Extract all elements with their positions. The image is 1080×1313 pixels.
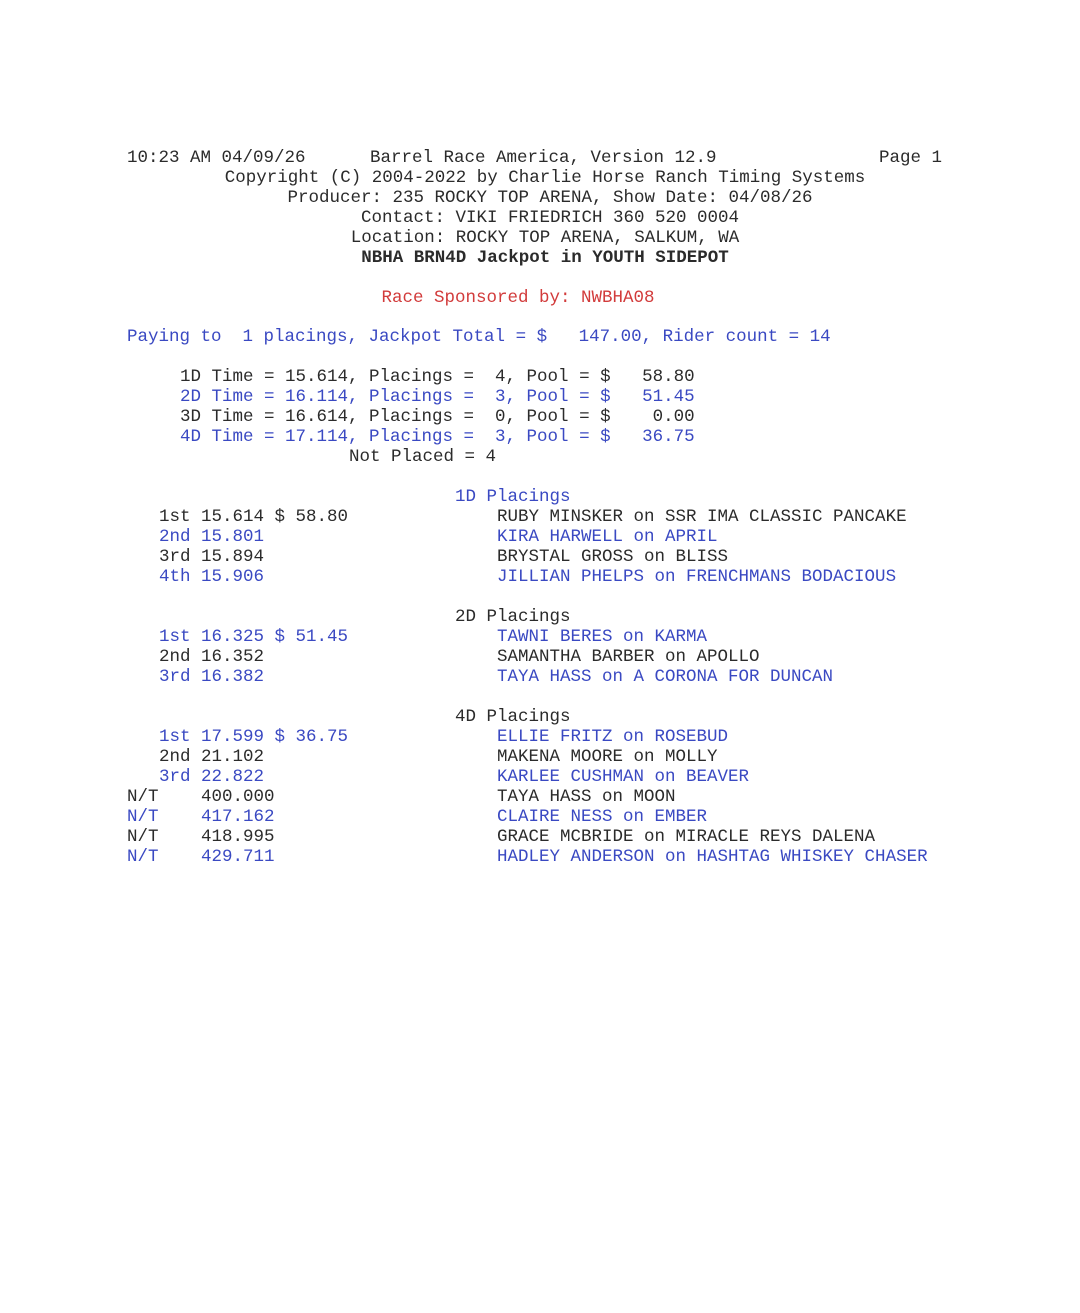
jackpot-summary: Paying to 1 placings, Jackpot Total = $ 147.00, Rider count = 14 [127, 327, 831, 347]
contact-line: Contact: VIKI FRIEDRICH 360 520 0004 [360, 208, 740, 228]
placing-time: 1st 16.325 $ 51.45 [159, 627, 349, 647]
program-version: Barrel Race America, Version 12.9 [370, 148, 717, 168]
no-time-label: N/T [127, 827, 159, 847]
placing-time: 3rd 22.822 [159, 767, 265, 787]
placing-time: 1st 17.599 $ 36.75 [159, 727, 349, 747]
placing-time: 3rd 15.894 [159, 547, 265, 567]
placing-time: 2nd 21.102 [159, 747, 265, 767]
event-title: NBHA BRN4D Jackpot in YOUTH SIDEPOT [361, 248, 729, 268]
page-number: Page 1 [879, 148, 943, 168]
placing-rider: SAMANTHA BARBER on APOLLO [497, 647, 760, 667]
no-time-label: N/T [127, 847, 159, 867]
placing-rider: MAKENA MOORE on MOLLY [497, 747, 718, 767]
producer-line: Producer: 235 ROCKY TOP ARENA, Show Date: 04/08/26 [287, 188, 813, 208]
placing-rider: TAWNI BERES on KARMA [497, 627, 708, 647]
no-time-value: 418.995 [201, 827, 275, 847]
no-time-rider: TAYA HASS on MOON [497, 787, 676, 807]
report-timestamp: 10:23 AM 04/09/26 [127, 148, 306, 168]
division-line: 3D Time = 16.614, Placings = 0, Pool = $ 0.00 [180, 407, 695, 427]
placing-rider: KARLEE CUSHMAN on BEAVER [497, 767, 750, 787]
section-title-1d: 1D Placings [455, 487, 571, 507]
no-time-label: N/T [127, 787, 159, 807]
placing-rider: JILLIAN PHELPS on FRENCHMANS BODACIOUS [497, 567, 897, 587]
placing-time: 2nd 16.352 [159, 647, 265, 667]
placing-rider: RUBY MINSKER on SSR IMA CLASSIC PANCAKE [497, 507, 907, 527]
placing-time: 1st 15.614 $ 58.80 [159, 507, 349, 527]
location-line: Location: ROCKY TOP ARENA, SALKUM, WA [350, 228, 740, 248]
section-title-2d: 2D Placings [455, 607, 571, 627]
placing-time: 2nd 15.801 [159, 527, 265, 547]
placing-time: 4th 15.906 [159, 567, 265, 587]
division-line: 2D Time = 16.114, Placings = 3, Pool = $ 51.45 [180, 387, 695, 407]
division-line: 4D Time = 17.114, Placings = 3, Pool = $ 36.75 [180, 427, 695, 447]
copyright-line: Copyright (C) 2004-2022 by Charlie Horse Ranch Timing Systems [224, 168, 866, 188]
no-time-rider: HADLEY ANDERSON on HASHTAG WHISKEY CHASER [497, 847, 928, 867]
no-time-rider: CLAIRE NESS on EMBER [497, 807, 708, 827]
placing-time: 3rd 16.382 [159, 667, 265, 687]
no-time-value: 400.000 [201, 787, 275, 807]
placing-rider: ELLIE FRITZ on ROSEBUD [497, 727, 729, 747]
no-time-label: N/T [127, 807, 159, 827]
placing-rider: KIRA HARWELL on APRIL [497, 527, 718, 547]
division-line: 1D Time = 15.614, Placings = 4, Pool = $ 58.80 [180, 367, 695, 387]
no-time-rider: GRACE MCBRIDE on MIRACLE REYS DALENA [497, 827, 876, 847]
placing-rider: TAYA HASS on A CORONA FOR DUNCAN [497, 667, 834, 687]
no-time-value: 417.162 [201, 807, 275, 827]
no-time-value: 429.711 [201, 847, 275, 867]
sponsor-line: Race Sponsored by: NWBHA08 [381, 288, 655, 308]
section-title-4d: 4D Placings [455, 707, 571, 727]
not-placed-count: Not Placed = 4 [349, 447, 497, 467]
placing-rider: BRYSTAL GROSS on BLISS [497, 547, 729, 567]
